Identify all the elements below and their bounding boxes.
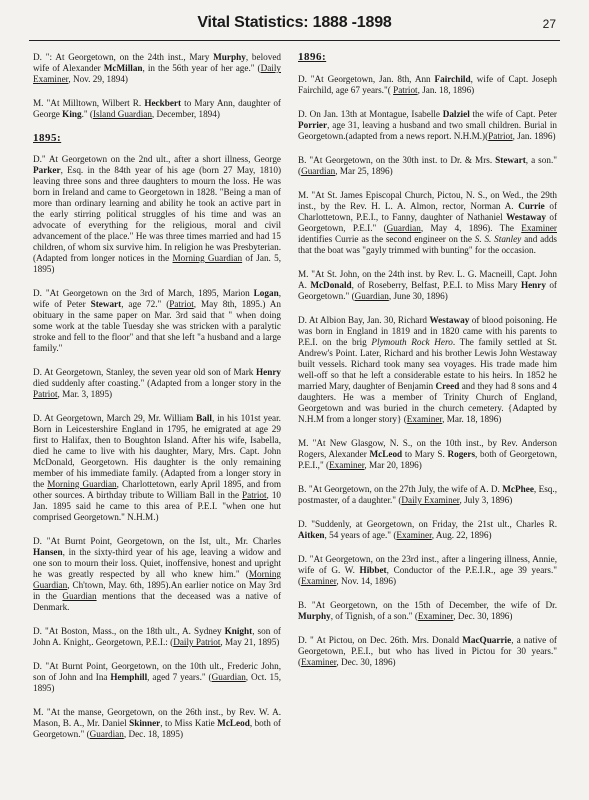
vessel-name: Plymouth Rock Hero (371, 337, 453, 347)
surname: McDonald (310, 280, 352, 290)
source-name: Examiner (301, 657, 337, 667)
surname: Parker (33, 165, 61, 175)
source-name: Guardian (301, 166, 336, 176)
entry: D. ": At Georgetown, on the 24th inst., Mary Murphy, beloved wife of Alexander McMillan, in the 56th year of her age." (Daily Examiner, Nov. 29, 1894) (33, 52, 281, 84)
source-name: Island Guardian (92, 109, 152, 119)
surname: Stewart (90, 299, 122, 309)
surname: King (62, 109, 82, 119)
surname: Fairchild (434, 74, 471, 84)
surname: Creed (435, 381, 460, 391)
surname: Skinner (129, 718, 161, 728)
source-name: Examiner (521, 223, 557, 233)
source-name: Daily Patriot (173, 637, 221, 647)
entry: D. "At Georgetown, Jan. 8th, Ann Fairchild, wife of Capt. Joseph Fairchild, age 67 years."( Patriot, Jan. 18, 1896) (298, 74, 557, 95)
source-name: Patriot (393, 85, 418, 95)
source-name: Guardian (89, 729, 124, 739)
vessel-name: S. S. Stanley (474, 234, 522, 244)
entry: B. "At Georgetown, on the 27th July, the wife of A. D. McPhee, Esq., postmaster, of a daughter." (Daily Examiner, July 3, 1896) (298, 484, 557, 505)
entry: D." At Georgetown on the 2nd ult., after a short illness, George Parker, Esq. in the 84th year of his age (born 27 May, 1810) leaving three sons and three daughters to mourn the loss. He was born in Ireland and came to Georgetown in 1828. "Being a man of more than ordinary learning and ability he took an active part in the early stirring political struggles of his time and was an advocate of everything for the religious, moral and civil advancement of the place." He was three times married and had 15 children, of whom six survive him. In religion he was Presbyterian. (Adapted from longer notices in the Morning Guardian of Jan. 5, 1895) (33, 154, 281, 274)
source-name: Guardian (354, 291, 389, 301)
source-name: Morning Guardian (172, 253, 243, 263)
source-name: Examiner (329, 460, 365, 470)
surname: Heckbert (144, 98, 182, 108)
surname: Logan (253, 288, 279, 298)
entry: M. "At Milltown, Wilbert R. Heckbert to Mary Ann, daughter of George King." (Island Guardian, December, 1894) (33, 98, 281, 119)
surname: Hansen (33, 547, 63, 557)
surname: Hibbet (359, 565, 387, 575)
entries-1894 (33, 52, 281, 120)
surname: McMillan (103, 63, 143, 73)
surname: Henry (255, 367, 281, 377)
entry: D. "At Burnt Point, Georgetown, on the 10th ult., Frederic John, son of John and Ina Hemphill, aged 7 years." (Guardian, Oct. 15, 1895) (33, 661, 281, 693)
page-number: 27 (542, 17, 556, 31)
entry: D. At Georgetown, March 29, Mr. William Ball, in his 101st year. Born in Leicestershire England in 1795, he emigrated at age 29 first to Halifax, then to Boughton Island. After his wife, Isabella, died he came to live with his daughter, Mary, Mrs. Capt. John McDonald, Georgetown. His daughter is the only remaining member of his immediate family. (Adapted from a longer story in the Morning Guardian, Charlottetown, early April 1895, and from other sources. A birthday tribute to William Ball in the Patriot, 10 Jan. 1895 said he came to this area of P.E.I. "when one hut comprised Georgetown." N.H.M.) (33, 413, 282, 522)
source-name: Guardian (211, 672, 246, 682)
surname: Dalziel (442, 109, 470, 119)
surname: McLeod (217, 718, 250, 728)
source-name: Guardian (62, 591, 97, 601)
year-heading-1896: 1896: (298, 51, 327, 63)
surname: McPhee (502, 484, 534, 494)
entry: D. "At Georgetown, on the 23rd inst., after a lingering illness, Annie, wife of G. W. Hibbet, Conductor of the P.E.I.R., age 39 years." (Examiner, Nov. 14, 1896) (298, 554, 557, 586)
source-name: Daily Examiner (401, 495, 460, 505)
source-name: Morning Guardian (33, 569, 281, 590)
right-column (298, 52, 557, 681)
surname: Ball (196, 413, 212, 423)
entry: D. At Albion Bay, Jan. 30, Richard Westaway of blood poisoning. He was born in England in 1819 and in 1820 came with his parents to P.E.I. on the brig Plymouth Rock Hero. The family settled at St. Andrew's Point. Later, Richard and his brother Lewis John Westaway built vessels. Richard took many sea voyages. His trade made him well-off so that he left a considerable estate to his heirs. In 1852 he married Mary, daughter of Benjamin Creed and they had 8 sons and 4 daughters. He was a member of Trinity Church of England, Georgetown and was buried in the church cemetery. {Adapted by N.H.M from a longer story} (Examiner, Mar. 18, 1896) (298, 315, 558, 424)
surname: Hemphill (110, 672, 148, 682)
surname: Murphy (213, 52, 246, 62)
entry: D. "Suddenly, at Georgetown, on Friday, the 21st ult., Charles R. Aitken, 54 years of age." (Examiner, Aug. 22, 1896) (298, 519, 557, 540)
entry: M. "At the manse, Georgetown, on the 26th inst., by Rev. W. A. Mason, B. A., Mr. Daniel Skinner, to Miss Katie McLeod, both of Georgetown." (Guardian, Dec. 18, 1895) (33, 707, 281, 739)
page-title: Vital Statistics: 1888 -1898 (197, 14, 392, 31)
surname: MacQuarrie (462, 635, 512, 645)
surname: Porrier (298, 120, 328, 130)
surname: Westaway (506, 212, 546, 222)
source-name: Patriot (488, 131, 513, 141)
source-name: Patriot (242, 490, 267, 500)
surname: Aitken (298, 530, 325, 540)
source-name: Daily Examiner (33, 63, 281, 84)
source-name: Guardian (386, 223, 421, 233)
entry: D. "At Burnt Point, Georgetown, on the Ist, ult., Mr. Charles Hansen, in the sixty-third year of his age, leaving a widow and one son to mourn their loss. Quiet, inoffensive, honest and upright he was greatly respected by all who knew him." (Morning Guardian, Ch'town, May. 6th, 1895).An earlier notice on May 3rd in the Guardian mentions that the deceased was a native of Denmark. (33, 536, 282, 612)
surname: Currie (518, 201, 545, 211)
entry: D. " At Pictou, on Dec. 26th. Mrs. Donald MacQuarrie, a native of Georgetown, P.E.I., but who has lived in Pictou for 30 years." (Examiner, Dec. 30, 1896) (298, 635, 557, 667)
source-name: Patriot (33, 389, 58, 399)
entry: D. At Georgetown, Stanley, the seven year old son of Mark Henry died suddenly after coasting." (Adapted from a longer story in the Patriot, Mar. 3, 1895) (33, 367, 281, 399)
surname: Knight (224, 626, 253, 636)
source-name: Examiner (406, 414, 443, 424)
entry: B. "At Georgetown, on the 15th of December, the wife of Dr. Murphy, of Tignish, of a son." (Examiner, Dec. 30, 1896) (298, 600, 557, 621)
entry: D. "At Boston, Mass., on the 18th ult., A. Sydney Knight, son of John A. Knight,. Georgetown, P.E.I.: (Daily Patriot, May 21, 1895) (33, 626, 281, 647)
left-column (33, 52, 281, 753)
entries-1895 (33, 154, 281, 740)
source-name: Patriot (169, 299, 194, 309)
source-name: Examiner (417, 611, 454, 621)
surname: Stewart (495, 155, 526, 165)
entry: B. "At Georgetown, on the 30th inst. to Dr. & Mrs. Stewart, a son." (Guardian, Mar 25, 1896) (298, 155, 557, 176)
surname: Rogers (447, 449, 476, 459)
surname: McLeod (369, 449, 403, 459)
entries-1896 (298, 74, 557, 668)
surname: Henry (520, 280, 546, 290)
header-rule (29, 40, 560, 41)
surname: Westaway (429, 315, 470, 325)
entry: M. "At New Glasgow, N. S., on the 10th inst., by Rev. Anderson Rogers, Alexander McLeod to Mary S. Rogers, both of Georgetown, P.E.I.," (Examiner, Mar 20, 1896) (298, 438, 557, 470)
source-name: Examiner (301, 576, 337, 586)
entry: D. On Jan. 13th at Montague, Isabelle Dalziel the wife of Capt. Peter Porrier, age 31, leaving a husband and two small children. Burial in Georgetown.(adapted from a news report. N.H.M.)(Patriot, Jan. 1896) (298, 109, 557, 141)
surname: Murphy (298, 611, 331, 621)
source-name: Morning Guardian (47, 479, 117, 489)
year-heading-1895: 1895: (33, 132, 62, 144)
source-name: Examiner (396, 530, 432, 540)
entry: M. "At St. John, on the 24th inst. by Rev. L. G. Macneill, Capt. John A. McDonald, of Roseberry, Belfast, P.E.I. to Miss Mary Henry of Georgetown." (Guardian, June 30, 1896) (298, 269, 557, 301)
entry: M. "At St. James Episcopal Church, Pictou, N. S., on Wed., the 29th inst., by the Rev. H. L. A. Almon, rector, Norman A. Currie of Charlottetown, P.E.I., to Fanny, daughter of Nathaniel Westaway of Georgetown, P.E.I." (Guardian, May 4, 1896). The Examiner identifies Currie as the second engineer on the S. S. Stanley and adds that the boat was "gayly trimmed with bunting" for the occasion. (298, 190, 558, 255)
entry: D. "At Georgetown on the 3rd of March, 1895, Marion Logan, wife of Peter Stewart, age 72." (Patriot, May 8th, 1895.) An obituary in the same paper on Mar. 3rd said that " when doing some work at the table Tuesday she was stricken with a paralytic stroke and fell to the floor" and that she left "a husband and a large family." (33, 288, 282, 353)
